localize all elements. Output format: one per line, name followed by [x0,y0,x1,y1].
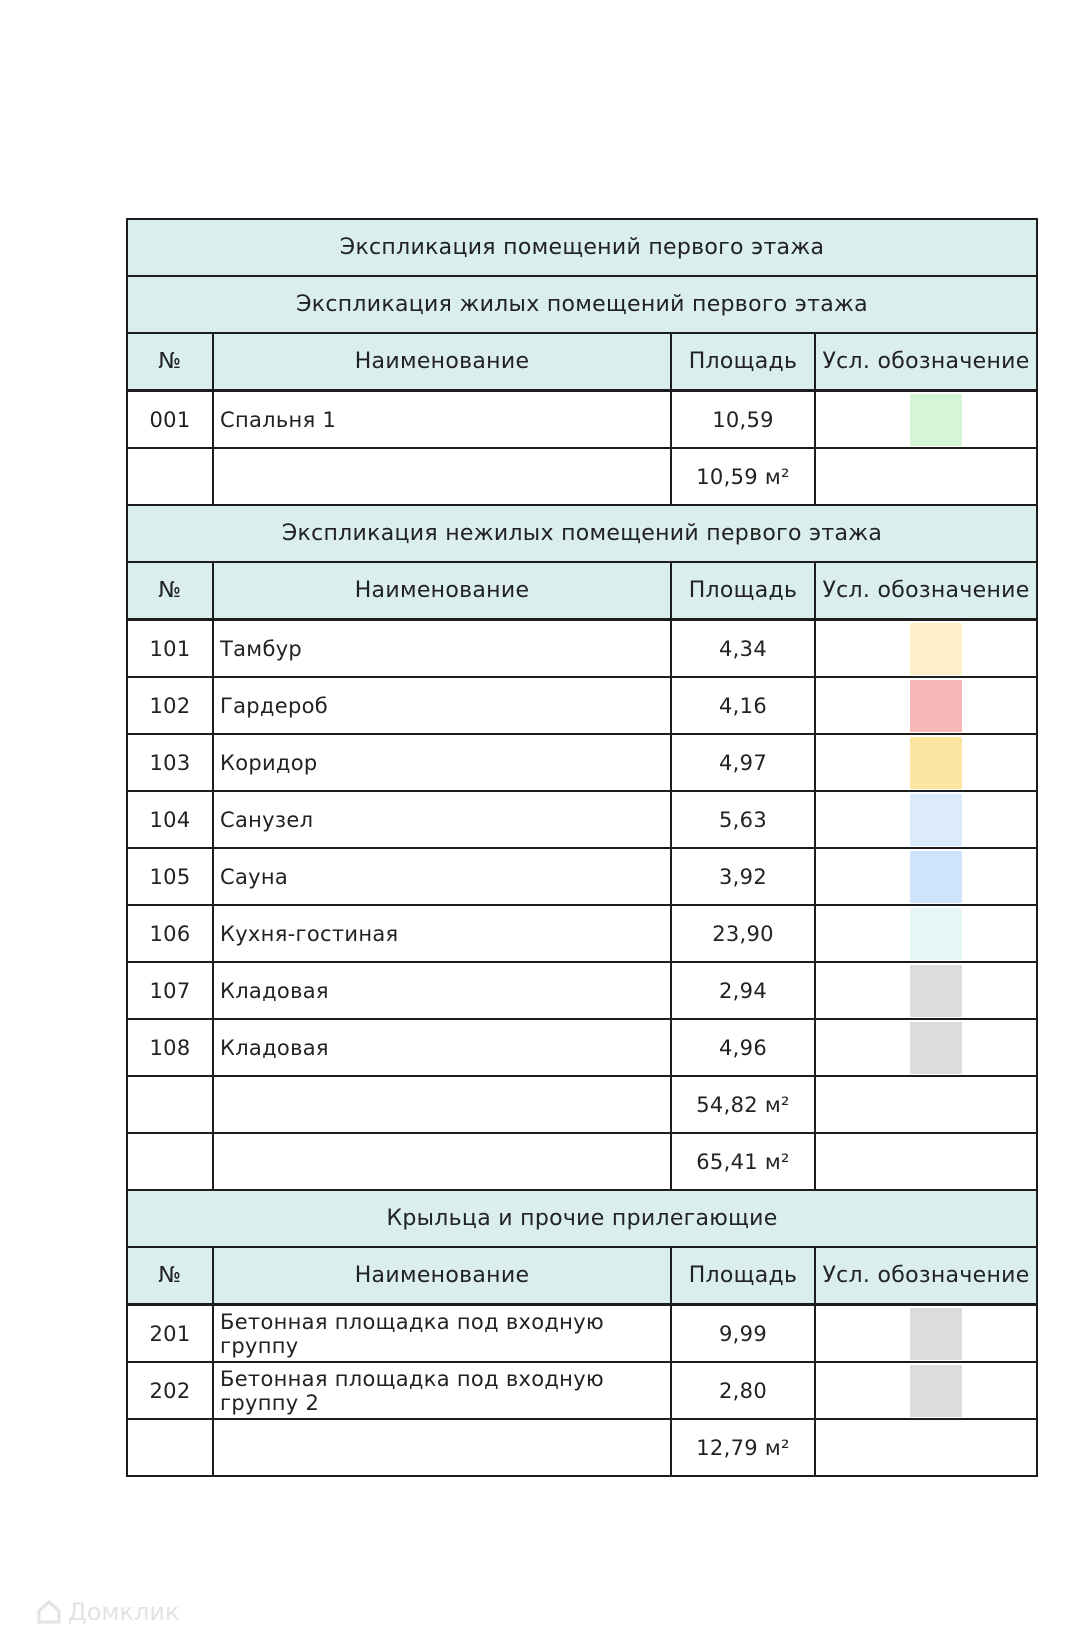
legend-cell [815,734,1037,791]
room-number: 107 [127,962,213,1019]
table-row [127,620,1037,678]
main-title: Экспликация помещений первого этажа [127,219,1037,276]
legend-cell [815,848,1037,905]
legend-cell [815,1305,1037,1363]
room-area: 10,59 [671,391,815,449]
table-row [127,962,1037,1019]
color-swatch [910,1308,962,1360]
col-header-name: Наименование [213,562,671,620]
explication-table [126,218,1038,1477]
nonresidential-header-row [127,562,1037,620]
room-area: 4,97 [671,734,815,791]
table-row [127,791,1037,848]
room-area: 2,80 [671,1362,815,1419]
col-header-legend: Усл. обозначение [815,562,1037,620]
room-area: 3,92 [671,848,815,905]
color-swatch [910,1022,962,1074]
color-swatch [910,737,962,789]
room-area: 23,90 [671,905,815,962]
room-area: 4,96 [671,1019,815,1076]
room-name: Сауна [213,848,671,905]
table-row [127,1305,1037,1363]
nonresidential-section-title: Экспликация нежилых помещений первого этажа [127,505,1037,562]
color-swatch [910,908,962,960]
room-name: Кладовая [213,962,671,1019]
porches-section-title: Крыльца и прочие прилегающие [127,1190,1037,1247]
room-area: 5,63 [671,791,815,848]
grand-total-row [127,1133,1037,1190]
porches-header-row [127,1247,1037,1305]
room-number: 001 [127,391,213,449]
col-header-num: № [127,562,213,620]
room-number: 105 [127,848,213,905]
house-logo-icon [36,1599,62,1625]
watermark-text: Домклик [68,1598,180,1626]
col-header-area: Площадь [671,333,815,391]
col-header-legend: Усл. обозначение [815,1247,1037,1305]
room-name: Бетонная площадка под входную группу 2 [213,1362,671,1419]
room-area: 4,16 [671,677,815,734]
room-name: Коридор [213,734,671,791]
table-row [127,905,1037,962]
legend-cell [815,791,1037,848]
table-row [127,1019,1037,1076]
table-row [127,734,1037,791]
room-number: 102 [127,677,213,734]
room-name: Гардероб [213,677,671,734]
room-number: 103 [127,734,213,791]
room-name: Тамбур [213,620,671,678]
room-number: 101 [127,620,213,678]
table-row [127,391,1037,449]
room-area: 4,34 [671,620,815,678]
legend-cell [815,620,1037,678]
col-header-name: Наименование [213,1247,671,1305]
table-row [127,1362,1037,1419]
room-number: 202 [127,1362,213,1419]
room-name: Бетонная площадка под входную группу [213,1305,671,1363]
explication-sheet [126,218,1036,1477]
residential-total: 10,59 м² [671,448,815,505]
col-header-name: Наименование [213,333,671,391]
legend-cell [815,1362,1037,1419]
legend-cell [815,962,1037,1019]
room-number: 104 [127,791,213,848]
residential-header-row [127,333,1037,391]
room-number: 106 [127,905,213,962]
room-number: 201 [127,1305,213,1363]
room-name: Санузел [213,791,671,848]
residential-section-title: Экспликация жилых помещений первого этажа [127,276,1037,333]
table-row [127,848,1037,905]
room-name: Спальня 1 [213,391,671,449]
color-swatch [910,623,962,675]
subtotal-row [127,448,1037,505]
color-swatch [910,965,962,1017]
col-header-area: Площадь [671,1247,815,1305]
watermark [36,1598,179,1626]
porches-total: 12,79 м² [671,1419,815,1476]
room-name: Кладовая [213,1019,671,1076]
col-header-num: № [127,1247,213,1305]
legend-cell [815,677,1037,734]
col-header-legend: Усл. обозначение [815,333,1037,391]
subtotal-row [127,1419,1037,1476]
room-area: 2,94 [671,962,815,1019]
color-swatch [910,1365,962,1417]
legend-cell [815,905,1037,962]
col-header-area: Площадь [671,562,815,620]
table-row [127,677,1037,734]
room-name: Кухня-гостиная [213,905,671,962]
legend-cell [815,391,1037,449]
room-area: 9,99 [671,1305,815,1363]
room-number: 108 [127,1019,213,1076]
color-swatch [910,851,962,903]
color-swatch [910,794,962,846]
grand-total: 65,41 м² [671,1133,815,1190]
color-swatch [910,394,962,446]
nonresidential-total: 54,82 м² [671,1076,815,1133]
col-header-num: № [127,333,213,391]
color-swatch [910,680,962,732]
subtotal-row [127,1076,1037,1133]
legend-cell [815,1019,1037,1076]
